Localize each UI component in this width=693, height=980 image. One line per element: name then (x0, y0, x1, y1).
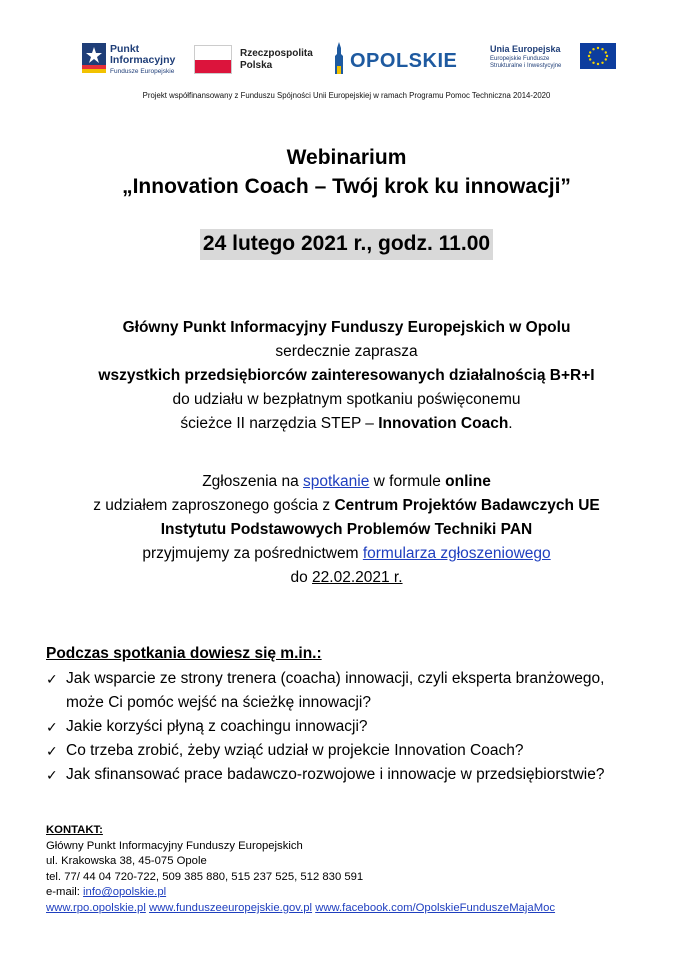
punkt-logo-line3: Fundusze Europejskie (110, 68, 175, 75)
invite-line: ścieżce II narzędzia STEP – Innovation Coach. (180, 415, 513, 432)
rpo-website-link[interactable]: www.rpo.opolskie.pl (46, 901, 146, 914)
contact-phone: tel. 77/ 44 04 720-722, 509 385 880, 515 237 525, 512 830 591 (46, 870, 364, 883)
checkmark-icon: ✓ (46, 743, 58, 759)
fe-star-icon (82, 43, 106, 73)
registration-line: Zgłoszenia na spotkanie w formule online (202, 473, 491, 490)
facebook-link[interactable]: www.facebook.com/OpolskieFunduszeMajaMoc (315, 901, 556, 914)
list-item: ✓ Jakie korzyści płyną z coachingu innowacji? (46, 715, 666, 739)
list-item: ✓ Jak sfinansować prace badawczo-rozwojowe i innowacje w przedsiębiorstwie? (46, 763, 666, 787)
contact-address: ul. Krakowska 38, 45-075 Opole (46, 855, 207, 868)
eu-flag-icon (580, 43, 616, 69)
contact-block (46, 823, 555, 917)
opolskie-logo-text: OPOLSKIE (350, 50, 458, 72)
registration-line: z udziałem zaproszonego gościa z Centrum Projektów Badawczych UE (93, 497, 600, 514)
registration-form-link[interactable]: formularza zgłoszeniowego (362, 545, 551, 562)
ue-logo-line1: Unia Europejska (490, 44, 561, 54)
target-audience: wszystkich przedsiębiorców zainteresowanych działalnością B+R+I (98, 367, 595, 384)
ue-logo-line2: Europejskie Fundusze Strukturalne i Inwestycyjne (490, 56, 562, 69)
unia-europejska-logo (490, 38, 620, 84)
questions-list (46, 667, 666, 787)
cofunding-note: Projekt współfinansowany z Funduszu Spójności Unii Europejskiej w ramach Programu Pomoc Techniczna 2014-2020 (142, 91, 551, 100)
contact-heading: KONTAKT: (46, 824, 103, 836)
contact-links (46, 901, 555, 917)
checkmark-icon: ✓ (46, 719, 58, 735)
invitation-block (0, 316, 693, 436)
program-name: Innovation Coach (378, 415, 509, 432)
logo-strip (0, 38, 693, 84)
registration-deadline: do 22.02.2021 r. (290, 569, 403, 586)
organizer-name: Główny Punkt Informacyjny Funduszy Europejskich w Opolu (122, 319, 571, 336)
rp-logo-line2: Polska (240, 60, 273, 71)
meeting-link[interactable]: spotkanie (303, 473, 370, 490)
contact-email-line: e-mail: info@opolskie.pl (46, 886, 167, 899)
contact-org: Główny Punkt Informacyjny Funduszy Europejskich (46, 839, 303, 852)
invite-line: serdecznie zaprasza (275, 343, 418, 360)
email-link[interactable]: info@opolskie.pl (83, 886, 167, 899)
punkt-logo-line1: Punkt (110, 43, 140, 55)
checkmark-icon: ✓ (46, 671, 58, 687)
poland-flag-icon (194, 45, 232, 74)
list-item: ✓ Jak wsparcie ze strony trenera (coacha) innowacji, czyli eksperta branżowego, może Ci pomóc wejść na ścieżkę innowacji? (46, 667, 666, 715)
invite-line: do udziału w bezpłatnym spotkaniu poświęconemu (172, 391, 521, 408)
webinar-name: „Innovation Coach – Twój krok ku innowacji” (122, 175, 571, 198)
fe-website-link[interactable]: www.funduszeeuropejskie.gov.pl (148, 901, 313, 914)
registration-block (0, 470, 693, 590)
opole-tower-icon (332, 42, 346, 74)
date-banner (0, 229, 693, 260)
event-date: 24 lutego 2021 r., godz. 11.00 (200, 229, 493, 260)
rzeczpospolita-logo (194, 38, 314, 84)
page-title: Webinarium (286, 146, 407, 169)
list-item: ✓ Co trzeba zrobić, żeby wziąć udział w projekcie Innovation Coach? (46, 739, 666, 763)
rp-logo-line1: Rzeczpospolita (240, 48, 313, 59)
punkt-informacyjny-logo (82, 38, 182, 84)
registration-line: Instytutu Podstawowych Problemów Techniki PAN (160, 521, 533, 538)
opolskie-logo (332, 38, 467, 84)
registration-line: przyjmujemy za pośrednictwem formularza zgłoszeniowego (142, 545, 551, 562)
checkmark-icon: ✓ (46, 767, 58, 783)
punkt-logo-line2: Informacyjny (110, 54, 176, 66)
questions-heading: Podczas spotkania dowiesz się m.in.: (46, 645, 322, 662)
